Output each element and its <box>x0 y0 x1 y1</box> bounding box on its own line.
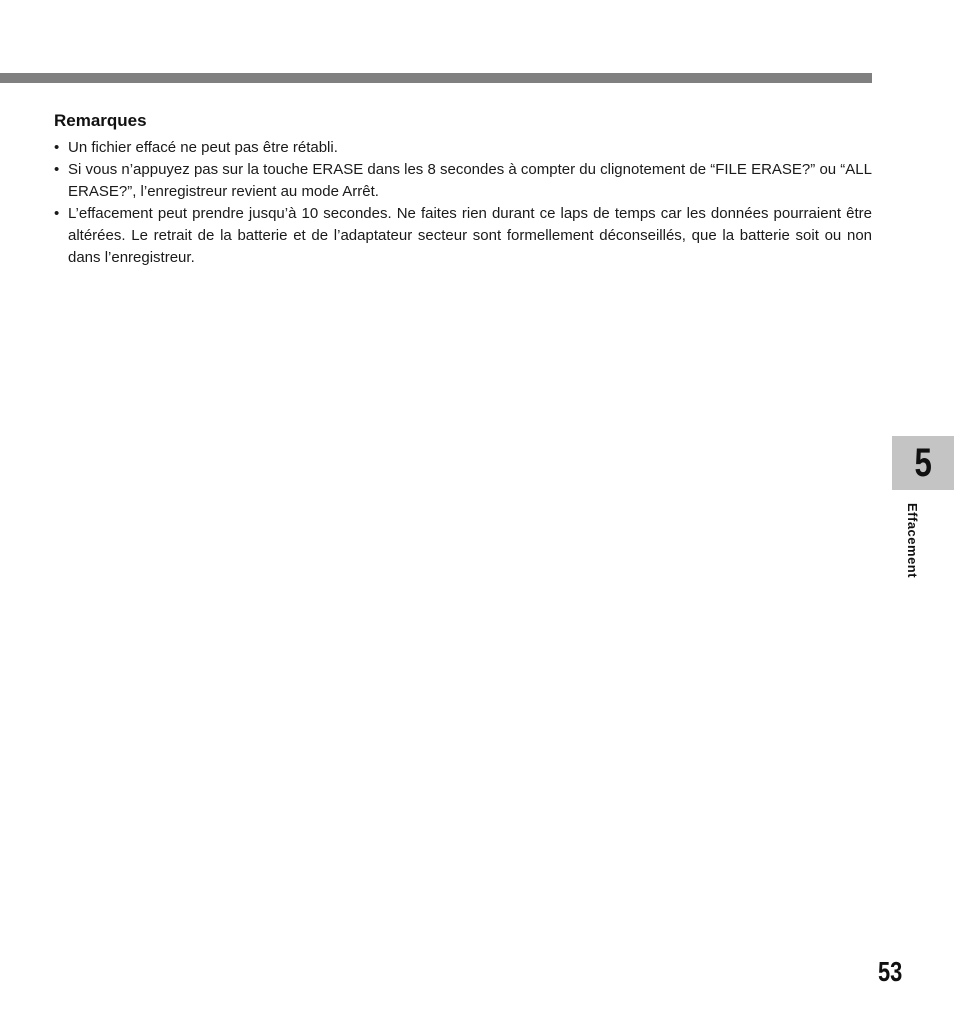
list-item-text: Si vous n’appuyez pas sur la touche ERASE dans les 8 secondes à compter du clignotement de “FILE ERASE?” ou “ALL ERASE?”, l’enregistreur revient au mode Arrêt. <box>68 161 872 200</box>
remarks-list <box>54 137 872 269</box>
chapter-number: 5 <box>914 440 932 485</box>
bullet-icon: • <box>54 139 60 156</box>
chapter-label: Effacement <box>905 503 920 579</box>
list-item <box>54 159 872 203</box>
top-divider-bar <box>0 73 872 83</box>
list-item <box>54 203 872 269</box>
remarks-section <box>54 110 872 269</box>
bullet-icon: • <box>54 205 60 222</box>
list-item <box>54 137 872 159</box>
bullet-icon: • <box>54 161 60 178</box>
chapter-tab <box>892 436 954 490</box>
list-item-text: Un fichier effacé ne peut pas être rétabli. <box>68 139 338 156</box>
list-item-text: L’effacement peut prendre jusqu’à 10 secondes. Ne faites rien durant ce laps de temps car les données pourraient être altérées. Le retrait de la batterie et de l’adaptateur secteur sont formellement déconseillés, que la batterie soit ou non dans l’enregistreur. <box>68 205 872 266</box>
page-number: 53 <box>878 956 903 987</box>
section-heading: Remarques <box>54 111 147 130</box>
